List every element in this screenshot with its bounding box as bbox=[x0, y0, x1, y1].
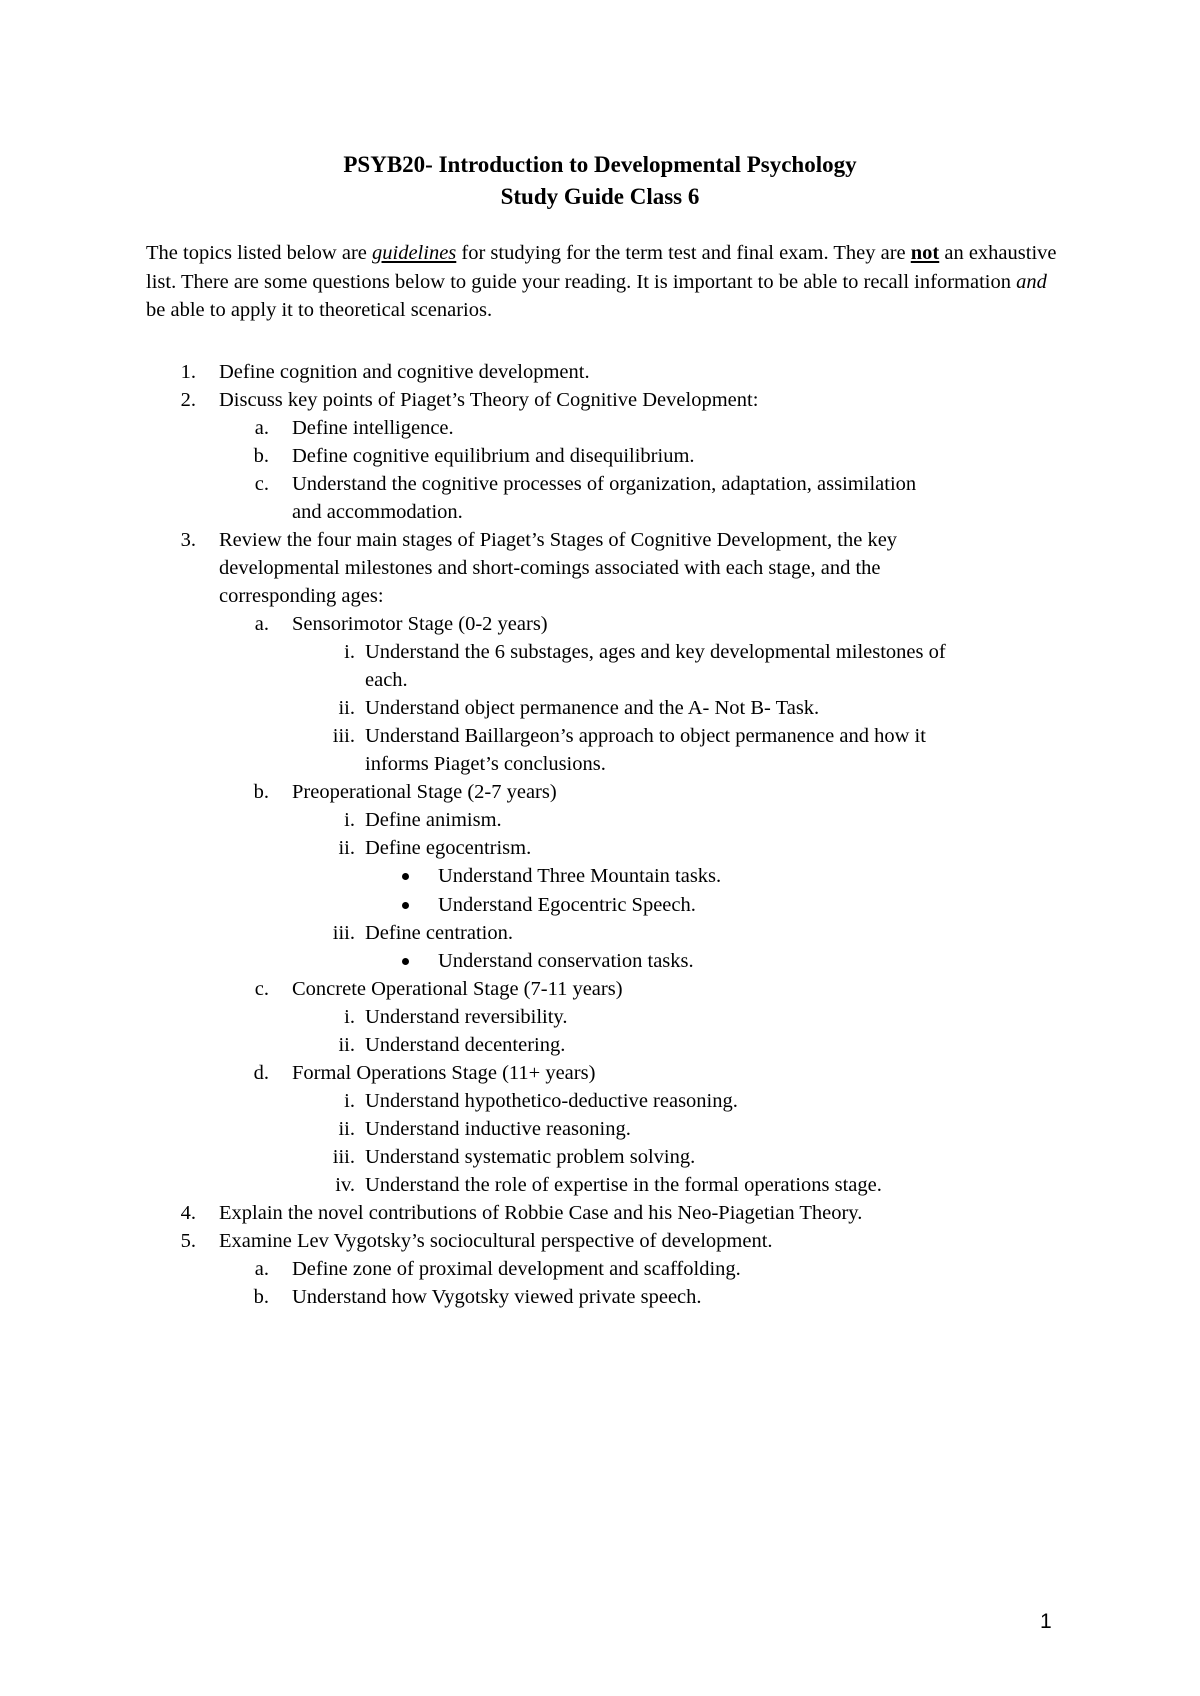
bullet-icon bbox=[402, 902, 409, 909]
bullet-icon bbox=[402, 873, 409, 880]
intro-paragraph: The topics listed below are guidelines for studying for the term test and final exam. They are not an exhaustive list. There are some questions below to guide your reading. It is important to be able to recall information and be able to apply it to theoretical scenarios. bbox=[146, 242, 1057, 321]
page-subtitle: Study Guide Class 6 bbox=[500, 184, 700, 209]
page-number: 1 bbox=[1040, 1610, 1052, 1633]
bullet-icon bbox=[402, 958, 409, 965]
and-emphasis: and bbox=[1016, 270, 1047, 293]
not-emphasis: not bbox=[910, 242, 940, 264]
page-title: PSYB20- Introduction to Developmental Psychology bbox=[343, 152, 857, 177]
guidelines-emphasis: guidelines bbox=[372, 242, 457, 264]
